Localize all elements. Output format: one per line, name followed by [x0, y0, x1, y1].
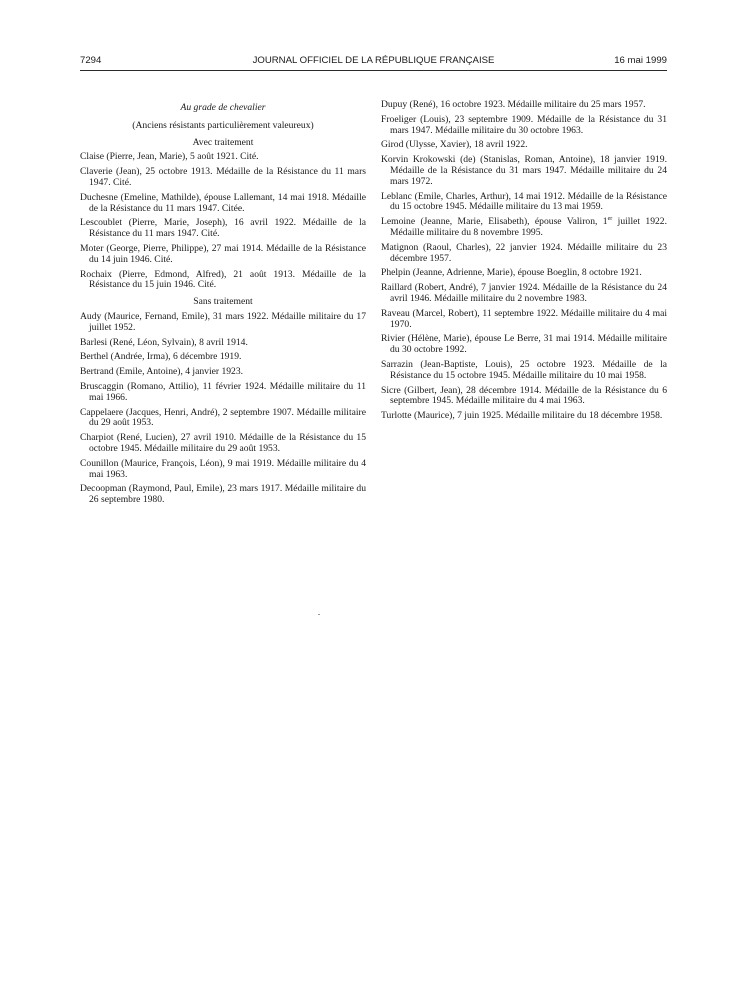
list-item: Counillon (Maurice, François, Léon), 9 mai 1919. Médaille militaire du 4 mai 1963. [80, 457, 366, 480]
list-item: Sicre (Gilbert, Jean), 28 décembre 1914. Médaille de la Résistance du 6 septembre 1945. Médaille militaire du 4 mai 1963. [381, 384, 667, 407]
list-item: Claverie (Jean), 25 octobre 1913. Médaille de la Résistance du 11 mars 1947. Cité. [80, 166, 366, 188]
left-column [80, 100, 366, 506]
entry-text-start: Lemoine (Jeanne, Marie, Elisabeth), épouse Valiron, 1 [381, 216, 608, 228]
journal-title: JOURNAL OFFICIEL DE LA RÉPUBLIQUE FRANÇAISE [252, 55, 495, 66]
without-pay-list-right [381, 100, 667, 422]
list-item: Phelpin (Jeanne, Adrienne, Marie), épouse Boeglin, 8 octobre 1921. [381, 267, 642, 279]
with-pay-heading: Avec traitement [192, 136, 254, 148]
list-item: Charpiot (René, Lucien), 27 avril 1910. Médaille de la Résistance du 15 octobre 1945. Médaille militaire du 29 août 1953. [80, 432, 366, 454]
list-item: Cappelaere (Jacques, Henri, André), 2 septembre 1907. Médaille militaire du 29 août 1953. [80, 406, 366, 429]
entry-text-end: juillet 1922. Médaille militaire du 8 novembre 1995. [390, 216, 667, 238]
header-rule [80, 70, 667, 71]
list-item: Barlesi (René, Léon, Sylvain), 8 avril 1914. [80, 336, 248, 348]
list-item: Turlotte (Maurice), 7 juin 1925. Médaille militaire du 18 décembre 1958. [381, 410, 663, 422]
group-heading: (Anciens résistants particulièrement valeureux) [132, 119, 314, 131]
list-item: Claise (Pierre, Jean, Marie), 5 août 1921. Cité. [80, 151, 259, 163]
without-pay-list-left [80, 312, 366, 506]
list-item: Froeliger (Louis), 23 septembre 1909. Médaille de la Résistance du 31 mars 1947. Médaille militaire du 30 octobre 1963. [381, 113, 667, 136]
list-item: Decoopman (Raymond, Paul, Emile), 23 mars 1917. Médaille militaire du 26 septembre 1980. [80, 483, 366, 506]
without-pay-heading: Sans traitement [193, 296, 253, 308]
list-item: Leblanc (Emile, Charles, Arthur), 14 mai 1912. Médaille de la Résistance du 15 octobre 1945. Médaille militaire du 13 mai 1959. [381, 190, 667, 213]
list-item: Bruscaggin (Romano, Attilio), 11 février 1924. Médaille militaire du 11 mai 1966. [80, 380, 366, 403]
list-item [381, 217, 667, 239]
page-number: 7294 [80, 55, 102, 66]
list-item: Berthel (Andrée, Irma), 6 décembre 1919. [80, 351, 242, 363]
list-item: Korvin Krokowski (de) (Stanislas, Roman, Antoine), 18 janvier 1919. Médaille de la Résistance du 31 mars 1947. Médaille militaire du 24 mars 1972. [381, 154, 667, 187]
list-item: Raveau (Marcel, Robert), 11 septembre 1922. Médaille militaire du 4 mai 1970. [381, 307, 667, 330]
list-item: Matignon (Raoul, Charles), 22 janvier 1924. Médaille militaire du 23 décembre 1957. [381, 241, 667, 264]
list-item: Bertrand (Emile, Antoine), 4 janvier 1923. [80, 366, 244, 378]
list-item: Audy (Maurice, Fernand, Emile), 31 mars 1922. Médaille militaire du 17 juillet 1952. [80, 310, 366, 333]
list-item: Duchesne (Emeline, Mathilde), épouse Lallemant, 14 mai 1918. Médaille de la Résistance du 11 mars 1947. Citée. [80, 191, 366, 214]
issue-date: 16 mai 1999 [614, 55, 667, 66]
list-item: Rochaix (Pierre, Edmond, Alfred), 21 août 1913. Médaille de la Résistance du 15 juin 1946. Cité. [80, 268, 366, 291]
list-item: Lescoublet (Pierre, Marie, Joseph), 16 avril 1922. Médaille de la Résistance du 11 mars 1947. Cité. [80, 217, 366, 240]
list-item: Moter (George, Pierre, Philippe), 27 mai 1914. Médaille de la Résistance du 14 juin 1946. Cité. [80, 242, 366, 265]
scan-speck [318, 614, 320, 615]
list-item: Girod (Ulysse, Xavier), 18 avril 1922. [381, 139, 528, 151]
ordinal-superscript: er [607, 215, 613, 222]
list-item: Rivier (Hélène, Marie), épouse Le Berre, 31 mai 1914. Médaille militaire du 30 octobre 1992. [381, 333, 667, 356]
list-item: Dupuy (René), 16 octobre 1923. Médaille militaire du 25 mars 1957. [381, 99, 646, 110]
with-pay-list [80, 152, 366, 291]
list-item: Raillard (Robert, André), 7 janvier 1924. Médaille de la Résistance du 24 avril 1946. Médaille militaire du 2 novembre 1983. [381, 282, 667, 304]
rank-heading: Au grade de chevalier [180, 102, 266, 113]
list-item: Sarrazin (Jean-Baptiste, Louis), 25 octobre 1923. Médaille de la Résistance du 15 octobre 1945. Médaille militaire du 10 mai 1958. [381, 358, 667, 381]
page-header [80, 55, 667, 71]
right-column [381, 100, 667, 422]
